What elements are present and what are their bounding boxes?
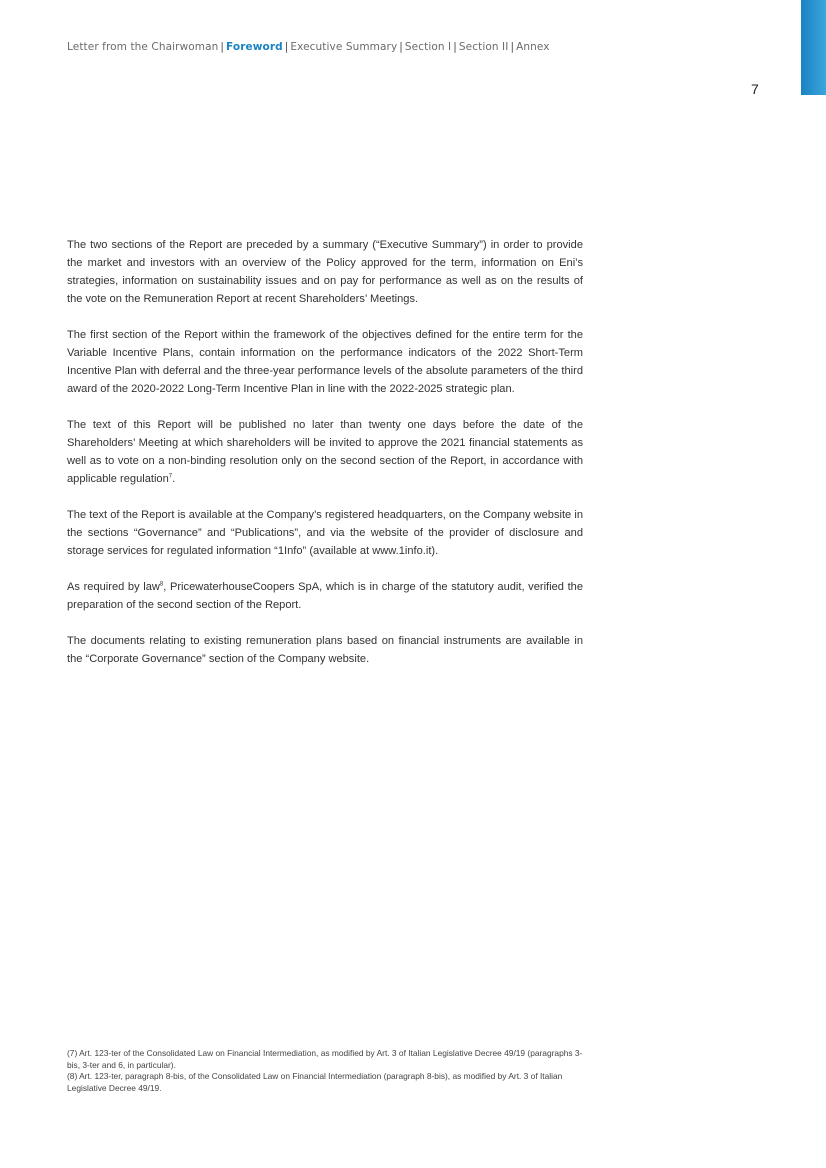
nav-item-section-2[interactable]: Section II <box>458 41 509 53</box>
paragraph-end: . <box>172 473 176 485</box>
nav-separator: | <box>220 41 225 53</box>
body-text <box>67 236 583 686</box>
nav-item-section-1[interactable]: Section I <box>404 41 452 53</box>
footnote-8: (8) Art. 123-ter, paragraph 8-bis, of the Consolidated Law on Financial Intermediation (paragraph 8-bis), as modified by Art. 3 of Italian Legislative Decree 49/19. <box>67 1071 563 1093</box>
paragraph: The text of the Report is available at the Company’s registered headquarters, on the Company website in the sections “Governance” and “Publications”, and via the website of the provider of disclosure and storage services for regulated information “1Info” (available at www.1info.it). <box>67 509 583 557</box>
nav-separator: | <box>399 41 403 53</box>
nav-separator: | <box>510 41 515 53</box>
paragraph <box>67 416 583 488</box>
accent-bar <box>801 0 826 95</box>
breadcrumb-nav <box>67 41 550 53</box>
nav-item-executive-summary[interactable]: Executive Summary <box>290 41 398 53</box>
paragraph <box>67 578 583 614</box>
footnote-ref-8[interactable]: 8 <box>159 581 164 588</box>
footnote-ref-7[interactable]: 7 <box>168 473 173 480</box>
nav-item-foreword[interactable]: Foreword <box>226 41 283 53</box>
nav-item-letter[interactable]: Letter from the Chairwoman <box>67 41 219 53</box>
paragraph: The first section of the Report within the framework of the objectives defined for the entire term for the Variable Incentive Plans, contain information on the performance indicators of the 2022 Short-Term Incentive Plan with deferral and the three-year performance levels of the absolute parameters of the third award of the 2020-2022 Long-Term Incentive Plan in line with the 2022-2025 strategic plan. <box>67 329 583 395</box>
paragraph-text: , PricewaterhouseCoopers SpA, which is in charge of the statutory audit, verified the preparation of the second section of the Report. <box>67 581 583 611</box>
nav-item-annex[interactable]: Annex <box>516 41 550 53</box>
paragraph: The two sections of the Report are preceded by a summary (“Executive Summary”) in order to provide the market and investors with an overview of the Policy approved for the term, information on Eni’s strategies, information on sustainability issues and on pay for performance as well as on the results of the vote on the Remuneration Report at recent Shareholders’ Meetings. <box>67 239 583 305</box>
footnotes <box>67 1048 587 1094</box>
page-number: 7 <box>751 81 759 97</box>
nav-separator: | <box>453 41 457 53</box>
nav-separator: | <box>284 41 289 53</box>
paragraph-text: The text of this Report will be published no later than twenty one days before the date of the Shareholders’ Meeting at which shareholders will be invited to approve the 2021 financial statements as well as to vote on a non-binding resolution only on the second section of the Report, in accordance with applicable regulation <box>67 419 583 485</box>
paragraph-text: As required by law <box>67 581 160 593</box>
paragraph: The documents relating to existing remuneration plans based on financial instruments are available in the “Corporate Governance” section of the Company website. <box>67 635 583 665</box>
footnote-7: (7) Art. 123-ter of the Consolidated Law on Financial Intermediation, as modified by Art. 3 of Italian Legislative Decree 49/19 (paragraphs 3-bis, 3-ter and 6, in particular). <box>67 1048 583 1070</box>
